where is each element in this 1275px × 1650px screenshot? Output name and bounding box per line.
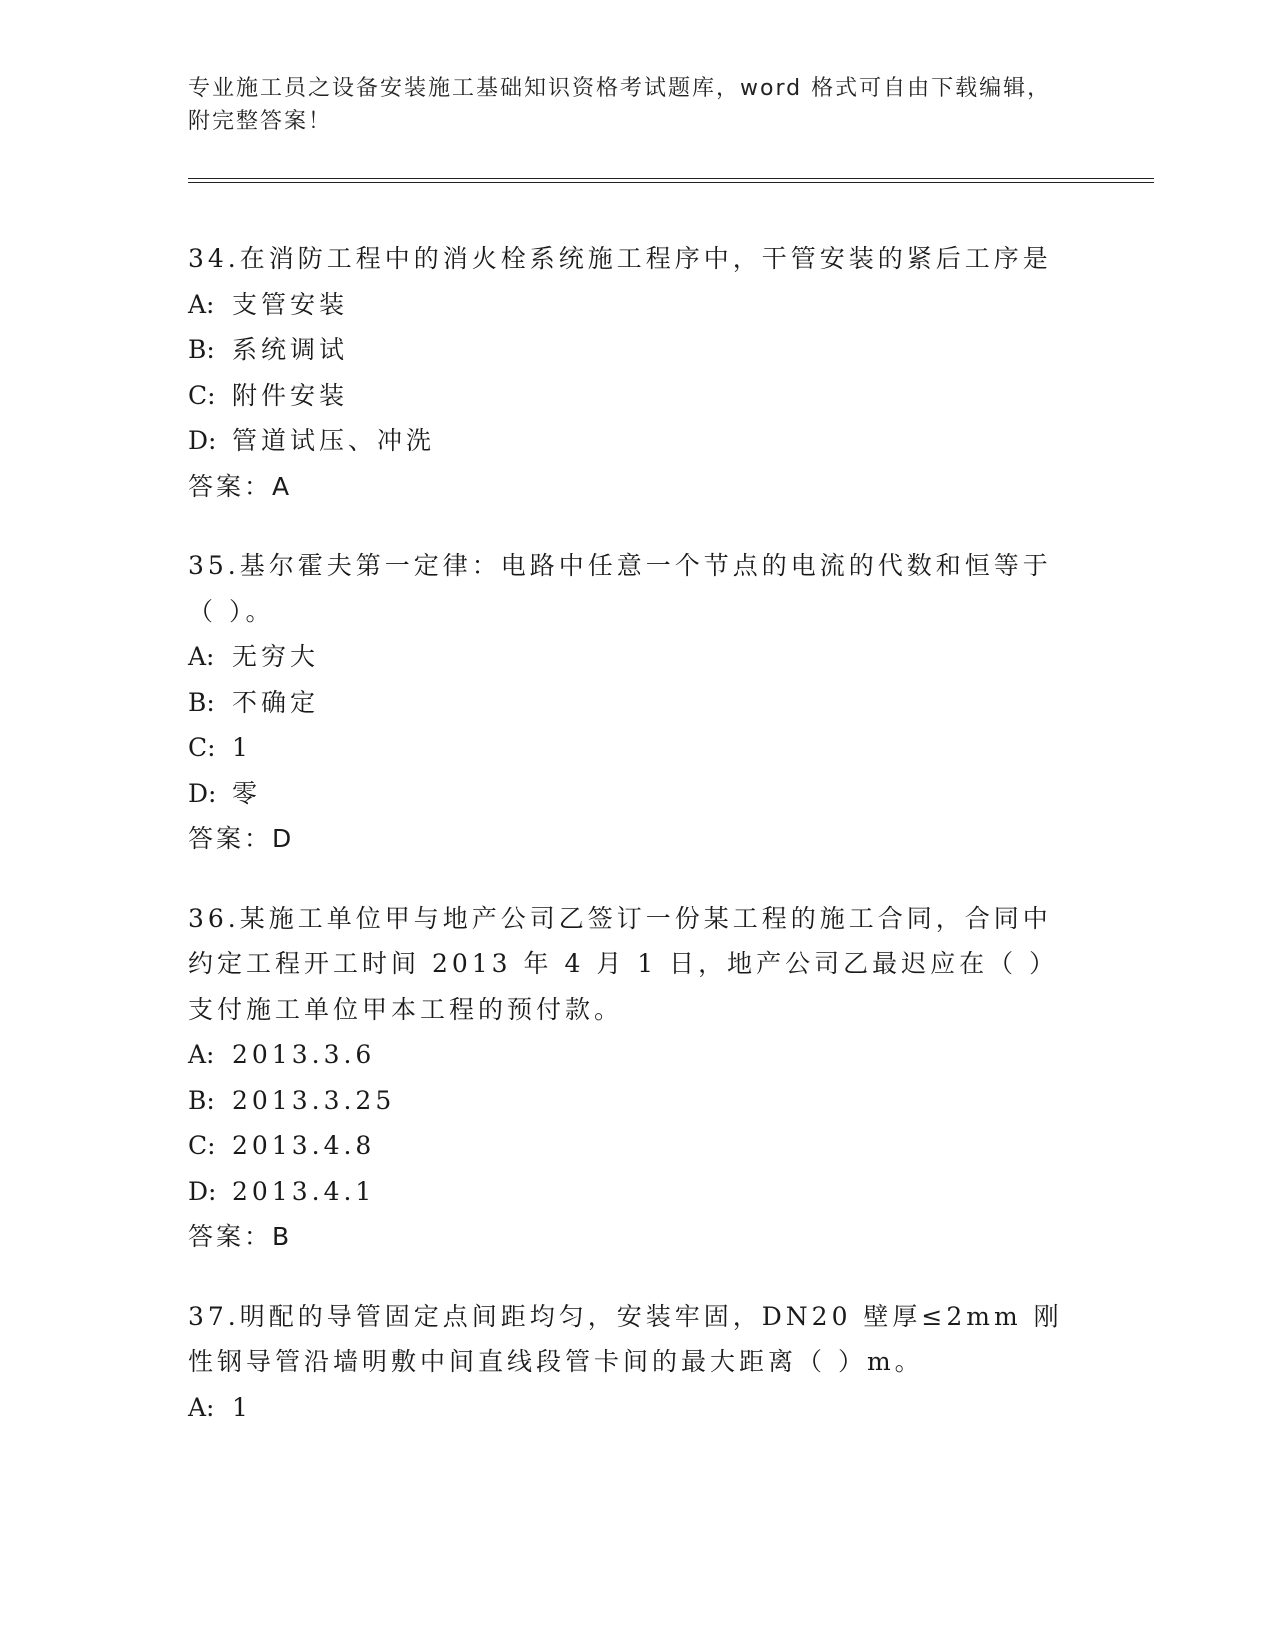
option-label: D: <box>188 778 217 808</box>
option-d <box>188 418 1088 464</box>
question-stem: 37.明配的导管固定点间距均匀，安装牢固，DN20 壁厚≤2mm 刚性钢导管沿墙明敷中间直线段管卡间的最大距离（ ）m。 <box>188 1301 1063 1376</box>
header-line-2: 附完整答案！ <box>188 109 333 134</box>
option-c <box>188 1123 1088 1169</box>
question-list <box>188 236 1088 1464</box>
answer-line: 答案：D <box>188 824 295 853</box>
option-label: D: <box>188 426 217 455</box>
option-text: 2013.3.6 <box>232 1040 376 1069</box>
option-a <box>188 634 1088 680</box>
option-d <box>188 1169 1088 1215</box>
option-text: 零 <box>232 778 262 808</box>
option-a <box>188 282 1088 328</box>
option-text: 不确定 <box>232 687 320 717</box>
option-text: 2013.3.25 <box>232 1085 396 1115</box>
option-label: A: <box>188 642 215 671</box>
option-label: D: <box>188 1176 217 1206</box>
answer-line: 答案：A <box>188 471 293 501</box>
header-divider-top <box>188 178 1154 179</box>
option-b <box>188 680 1088 726</box>
option-label: B: <box>188 1085 215 1115</box>
option-text: 1 <box>232 733 252 762</box>
option-b <box>188 1078 1088 1124</box>
option-text: 无穷大 <box>232 642 320 671</box>
option-label: C: <box>188 380 216 410</box>
option-text: 2013.4.8 <box>232 1131 376 1160</box>
option-text: 支管安装 <box>232 289 349 319</box>
header-line-1: 专业施工员之设备安装施工基础知识资格考试题库，word 格式可自由下载编辑， <box>188 76 1052 101</box>
option-a <box>188 1032 1088 1078</box>
option-label: B: <box>188 687 215 717</box>
option-c <box>188 725 1088 771</box>
option-label: A: <box>188 1040 215 1069</box>
option-b <box>188 327 1088 373</box>
question-35 <box>188 543 1088 862</box>
question-stem: 34.在消防工程中的消火栓系统施工程序中，干管安装的紧后工序是 <box>188 244 1052 273</box>
option-c <box>188 373 1088 419</box>
question-36 <box>188 896 1088 1260</box>
option-text: 2013.4.1 <box>232 1176 376 1206</box>
question-stem: 35.基尔霍夫第一定律：电路中任意一个节点的电流的代数和恒等于（ ）。 <box>188 551 1052 626</box>
document-header <box>188 72 1088 138</box>
option-d <box>188 771 1088 817</box>
option-label: C: <box>188 733 216 762</box>
option-text: 1 <box>232 1392 252 1422</box>
option-label: B: <box>188 335 215 364</box>
answer-line: 答案：B <box>188 1222 293 1251</box>
option-text: 系统调试 <box>232 335 349 364</box>
option-label: A: <box>188 289 215 319</box>
question-37 <box>188 1294 1088 1431</box>
question-stem: 36.某施工单位甲与地产公司乙签订一份某工程的施工合同，合同中约定工程开工时间 2013 年 4 月 1 日，地产公司乙最迟应在（ ）支付施工单位甲本工程的预付款。 <box>188 903 1059 1024</box>
header-divider-bottom <box>188 182 1154 183</box>
option-label: C: <box>188 1131 216 1160</box>
option-a <box>188 1385 1088 1431</box>
question-34 <box>188 236 1088 509</box>
option-text: 管道试压、冲洗 <box>232 426 436 455</box>
option-text: 附件安装 <box>232 380 349 410</box>
option-label: A: <box>188 1392 215 1422</box>
